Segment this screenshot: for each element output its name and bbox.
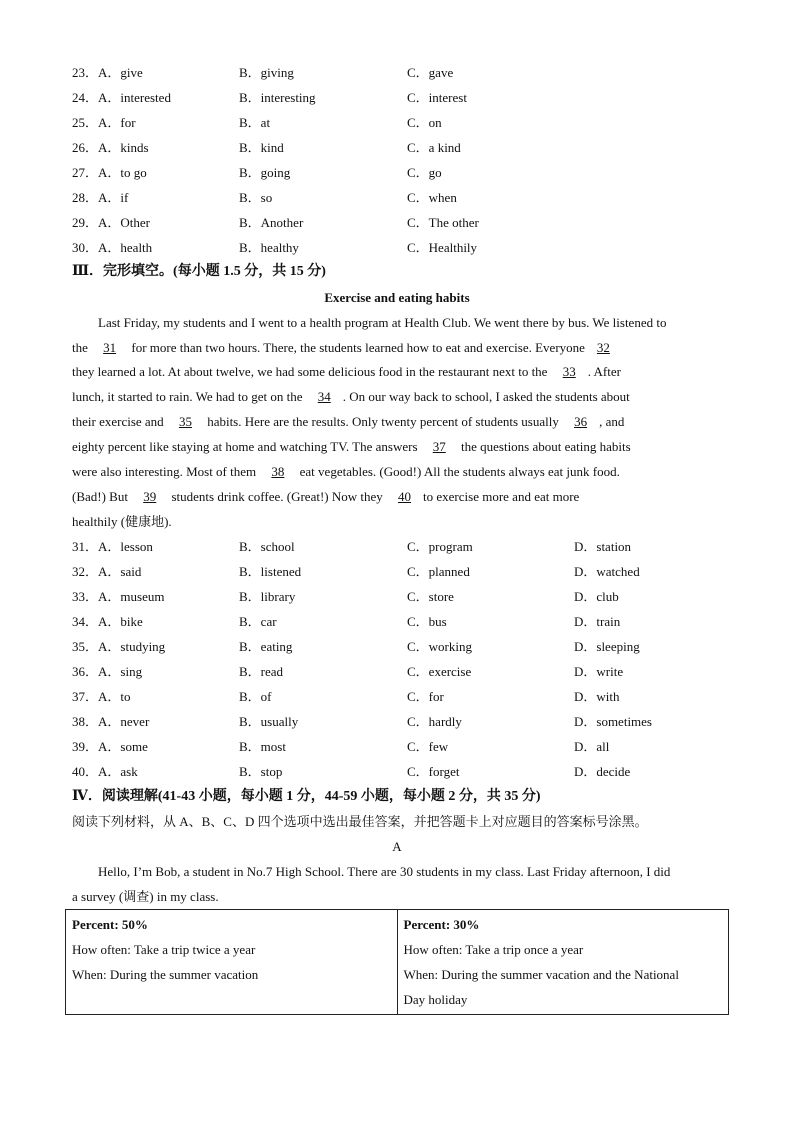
blank-35: 35 <box>178 414 192 429</box>
passage-line-6: eighty percent like staying at home and watching TV. The answers 37 the questions about eating habits <box>72 437 631 457</box>
when-label: When: During the summer vacation and the National <box>403 967 679 982</box>
option-d: D．sometimes <box>574 714 652 729</box>
option-b: B．Another <box>239 215 304 230</box>
passage-line-3: they learned a lot. At about twelve, we had some delicious food in the restaurant next to the 33 . After <box>72 362 621 382</box>
option-a: 31．A．lesson <box>72 539 153 554</box>
option-c: C．interest <box>407 90 467 105</box>
option-c: C．few <box>407 739 449 754</box>
option-c: C．working <box>407 639 473 654</box>
option-a: 26．A．kinds <box>72 140 149 155</box>
option-c: C．planned <box>407 564 470 579</box>
table-cell-right <box>397 910 729 1015</box>
blank-39: 39 <box>143 489 157 504</box>
option-a: 23．A．give <box>72 65 143 80</box>
option-b: B．eating <box>239 639 293 654</box>
passage-line-4: lunch, it started to rain. We had to get on the 34 . On our way back to school, I asked the students about <box>72 387 630 407</box>
passage-line-9: healthily (健康地). <box>72 514 172 529</box>
how-often-label: How often: Take a trip once a year <box>403 942 584 957</box>
option-a: 32．A．said <box>72 564 142 579</box>
section-4-instruction: 阅读下列材料，从 A、B、C、D 四个选项中选出最佳答案，并把答题卡上对应题目的答案标号涂黑。 <box>72 814 648 829</box>
blank-40: 40 <box>398 489 412 504</box>
option-a: 25．A．for <box>72 115 136 130</box>
option-b: B．healthy <box>239 240 299 255</box>
blank-31: 31 <box>103 340 117 355</box>
option-c: C．store <box>407 589 454 604</box>
survey-table <box>65 909 729 1015</box>
section-3-heading: Ⅲ．完形填空。(每小题 1.5 分，共 15 分) <box>72 264 326 279</box>
intro-line-2: a survey (调查) in my class. <box>72 889 219 904</box>
option-b: B．going <box>239 165 291 180</box>
option-c: C．program <box>407 539 473 554</box>
option-d: D．club <box>574 589 619 604</box>
percent-label: Percent: 50% <box>72 917 148 932</box>
percent-label: Percent: 30% <box>403 917 480 932</box>
option-d: D．train <box>574 614 621 629</box>
option-b: B．at <box>239 115 271 130</box>
blank-33: 33 <box>562 364 576 379</box>
table-cell-left <box>66 910 398 1015</box>
option-a: 34．A．bike <box>72 614 143 629</box>
blank-34: 34 <box>317 389 331 404</box>
option-d: D．watched <box>574 564 640 579</box>
option-c: C．a kind <box>407 140 461 155</box>
when-label-cont: Day holiday <box>403 992 468 1007</box>
option-a: 38．A．never <box>72 714 150 729</box>
blank-38: 38 <box>271 464 285 479</box>
option-b: B．library <box>239 589 296 604</box>
passage-title: Exercise and eating habits <box>324 290 470 305</box>
option-c: C．hardly <box>407 714 462 729</box>
option-a: 28．A．if <box>72 190 129 205</box>
option-d: D．decide <box>574 764 631 779</box>
option-b: B．so <box>239 190 273 205</box>
option-b: B．school <box>239 539 295 554</box>
option-a: 37．A．to <box>72 689 131 704</box>
option-d: D．all <box>574 739 610 754</box>
option-c: C．go <box>407 165 442 180</box>
option-c: C．exercise <box>407 664 472 679</box>
option-c: C．bus <box>407 614 447 629</box>
option-a: 36．A．sing <box>72 664 143 679</box>
option-c: C．for <box>407 689 444 704</box>
option-d: D．write <box>574 664 624 679</box>
option-d: D．with <box>574 689 620 704</box>
how-often-label: How often: Take a trip twice a year <box>72 942 256 957</box>
option-c: C．Healthily <box>407 240 478 255</box>
option-b: B．stop <box>239 764 283 779</box>
option-a: 40．A．ask <box>72 764 138 779</box>
option-a: 27．A．to go <box>72 165 147 180</box>
option-b: B．usually <box>239 714 299 729</box>
option-a: 24．A．interested <box>72 90 171 105</box>
table-row <box>66 910 729 1015</box>
option-c: C．The other <box>407 215 479 230</box>
blank-37: 37 <box>432 439 446 454</box>
option-a: 29．A．Other <box>72 215 151 230</box>
section-4-heading: Ⅳ．阅读理解(41-43 小题，每小题 1 分，44-59 小题，每小题 2 分，共 35 分) <box>72 789 541 804</box>
passage-line-8: (Bad!) But 39 students drink coffee. (Great!) Now they 40 to exercise more and eat more <box>72 487 579 507</box>
option-a: 35．A．studying <box>72 639 166 654</box>
passage-line-2: the 31 for more than two hours. There, the students learned how to eat and exercise. Everyone 32 <box>72 338 622 358</box>
option-b: B．read <box>239 664 284 679</box>
option-b: B．interesting <box>239 90 316 105</box>
passage-line-5: their exercise and 35 habits. Here are the results. Only twenty percent of students usually 36 , and <box>72 412 624 432</box>
passage-line-1: Last Friday, my students and I went to a health program at Health Club. We went there by bus. We listened to <box>98 315 667 330</box>
when-label: When: During the summer vacation <box>72 967 259 982</box>
blank-32: 32 <box>596 340 610 355</box>
intro-line-1: Hello, I’m Bob, a student in No.7 High School. There are 30 students in my class. Last Friday afternoon, I did <box>98 864 671 879</box>
option-b: B．most <box>239 739 286 754</box>
option-c: C．forget <box>407 764 460 779</box>
option-a: 33．A．museum <box>72 589 165 604</box>
option-b: B．listened <box>239 564 302 579</box>
option-c: C．when <box>407 190 457 205</box>
option-c: C．on <box>407 115 442 130</box>
passage-line-7: were also interesting. Most of them 38 eat vegetables. (Good!) All the students always eat junk food. <box>72 462 620 482</box>
option-b: B．giving <box>239 65 294 80</box>
option-d: D．station <box>574 539 632 554</box>
option-a: 30．A．health <box>72 240 153 255</box>
option-c: C．gave <box>407 65 454 80</box>
blank-36: 36 <box>574 414 588 429</box>
option-d: D．sleeping <box>574 639 640 654</box>
option-b: B．kind <box>239 140 284 155</box>
option-b: B．of <box>239 689 272 704</box>
part-label: A <box>392 839 402 854</box>
option-b: B．car <box>239 614 277 629</box>
option-a: 39．A．some <box>72 739 148 754</box>
